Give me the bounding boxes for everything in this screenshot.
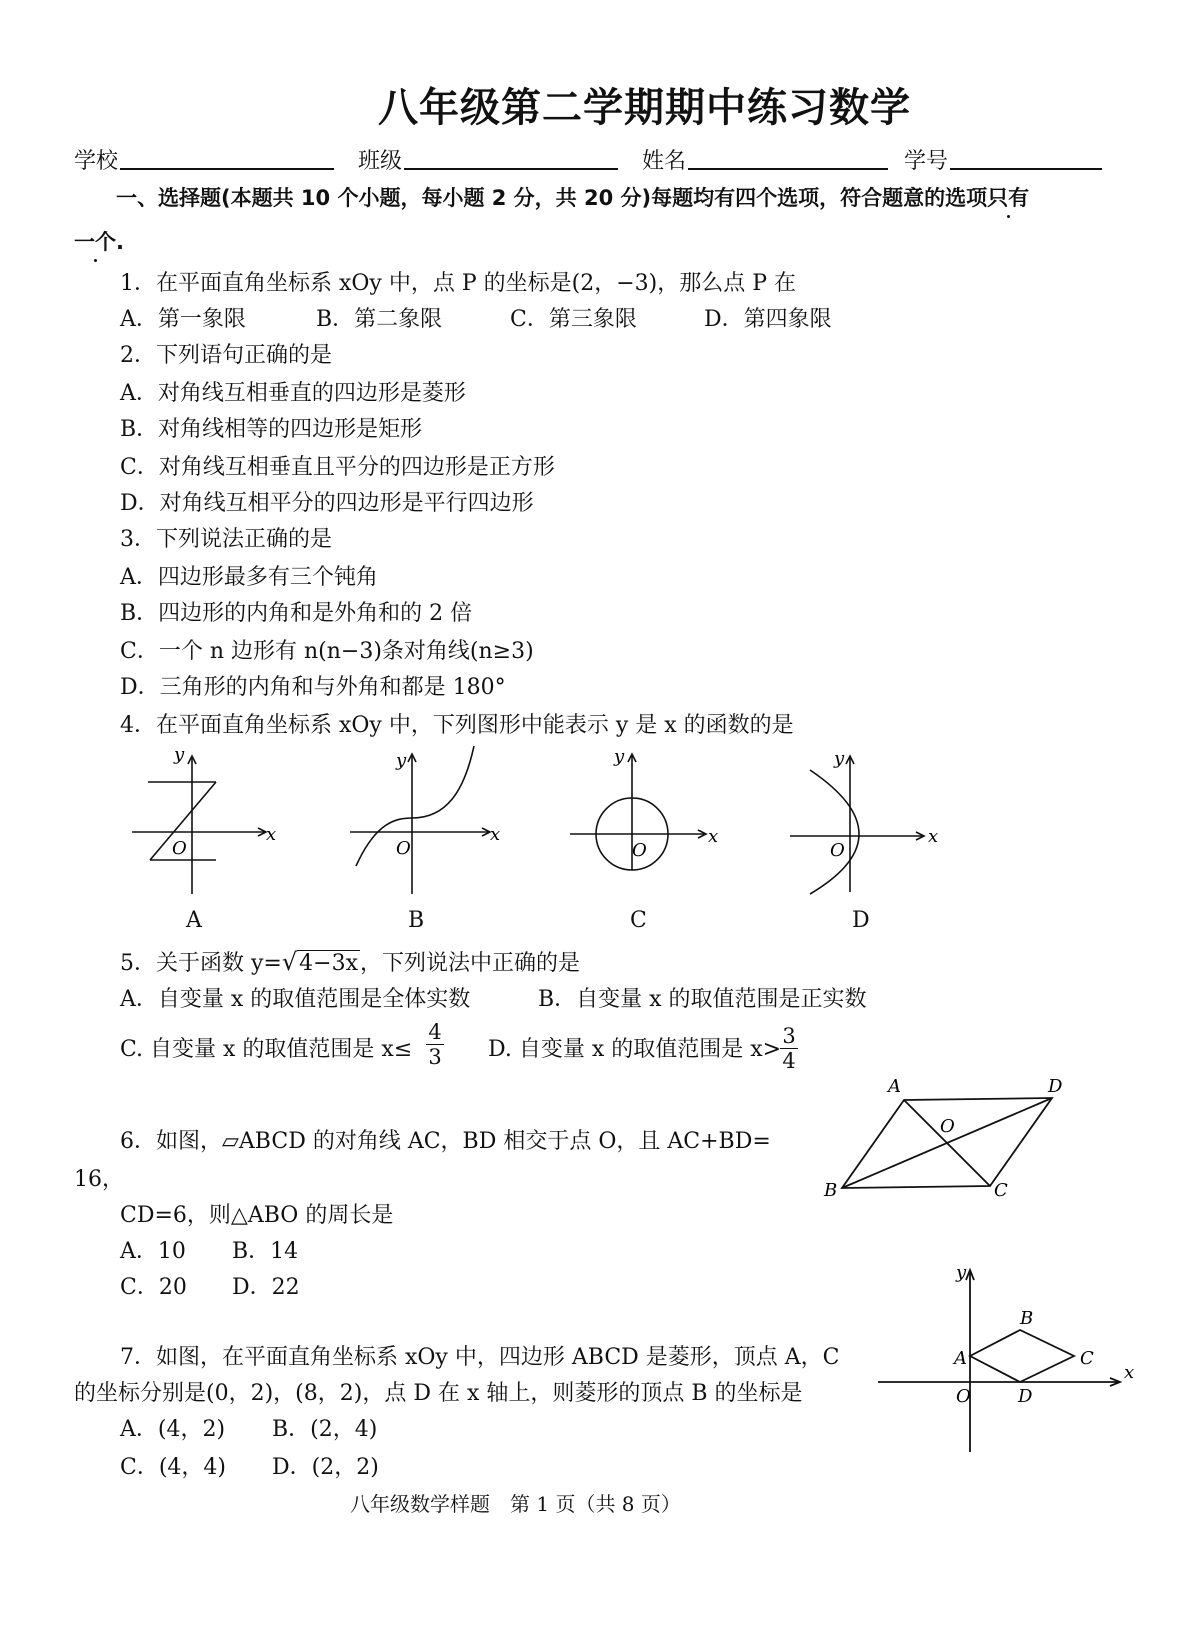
q6-option-a[interactable]: A．10 bbox=[120, 1239, 186, 1264]
q4-label-b: B bbox=[408, 908, 425, 933]
q4d-origin: O bbox=[830, 840, 845, 861]
q7-axis-x: x bbox=[1124, 1362, 1134, 1383]
q5-stem: 5．关于函数 y=√4−3x，下列说法中正确的是 bbox=[120, 948, 581, 976]
q4c-axis-x: x bbox=[708, 826, 719, 847]
q7-option-a[interactable]: A．(4，2) bbox=[120, 1417, 226, 1442]
q2-option-c[interactable]: C．对角线互相垂直且平分的四边形是正方形 bbox=[120, 455, 555, 480]
q4d-axis-x: x bbox=[928, 826, 939, 847]
q7-label-D: D bbox=[1018, 1386, 1033, 1407]
q7-figure bbox=[874, 1262, 1134, 1458]
q7-label-B: B bbox=[1020, 1308, 1034, 1329]
page-footer: 八年级数学样题 第 1 页（共 8 页） bbox=[350, 1492, 681, 1516]
page-title: 八年级第二学期期中练习数学 bbox=[378, 85, 911, 131]
name-label: 姓名 bbox=[642, 149, 687, 174]
q5-option-b[interactable]: B．自变量 x 的取值范围是正实数 bbox=[538, 987, 867, 1012]
q4a-origin: O bbox=[172, 838, 187, 859]
q2-option-a[interactable]: A．对角线互相垂直的四边形是菱形 bbox=[120, 381, 466, 406]
q1-option-d[interactable]: D．第四象限 bbox=[704, 307, 832, 332]
q5-option-a[interactable]: A．自变量 x 的取值范围是全体实数 bbox=[120, 987, 471, 1012]
q3-option-a[interactable]: A．四边形最多有三个钝角 bbox=[120, 565, 378, 590]
q4-label-d: D bbox=[852, 908, 870, 933]
q6-option-c[interactable]: C．20 bbox=[120, 1275, 187, 1300]
q7-option-c[interactable]: C．(4，4) bbox=[120, 1455, 226, 1480]
q4c-origin: O bbox=[632, 840, 647, 861]
q6-figure bbox=[812, 1070, 1080, 1200]
q3-option-b[interactable]: B．四边形的内角和是外角和的 2 倍 bbox=[120, 601, 473, 626]
q7-stem-line2: 的坐标分别是(0，2)，(8，2)，点 D 在 x 轴上，则菱形的顶点 B 的坐标是 bbox=[74, 1381, 803, 1406]
q7-label-A: A bbox=[954, 1348, 967, 1369]
q6-label-B: B bbox=[824, 1180, 838, 1200]
q3-stem: 3．下列说法正确的是 bbox=[120, 527, 332, 552]
q4a-axis-x: x bbox=[266, 824, 277, 845]
q5-option-c[interactable]: C. 自变量 x 的取值范围是 x≤ bbox=[120, 1037, 413, 1062]
name-field[interactable] bbox=[688, 168, 888, 170]
q4b-origin: O bbox=[396, 838, 411, 859]
class-field[interactable] bbox=[404, 168, 618, 170]
section-heading-cont: 一个. bbox=[74, 226, 124, 256]
q4-graph-b[interactable] bbox=[346, 742, 506, 902]
q4-graph-a[interactable] bbox=[128, 742, 288, 902]
q1-option-a[interactable]: A．第一象限 bbox=[120, 307, 246, 332]
q6-label-C: C bbox=[994, 1180, 1008, 1200]
sqrt-sign: √ bbox=[281, 948, 298, 976]
emphasis-only: 只有 bbox=[987, 182, 1029, 212]
q4d-axis-y: y bbox=[834, 748, 845, 769]
q4c-axis-y: y bbox=[614, 746, 625, 767]
section-heading: 一、选择题(本题共 10 个小题，每小题 2 分，共 20 分)每题均有四个选项，符合题意的选项只有 bbox=[116, 182, 1029, 212]
q4-graph-c[interactable] bbox=[566, 742, 726, 902]
q7-option-b[interactable]: B．(2，4) bbox=[272, 1417, 378, 1442]
q6-stem-line1: 6．如图，▱ABCD 的对角线 AC，BD 相交于点 O，且 AC+BD= bbox=[120, 1129, 771, 1154]
q2-stem: 2．下列语句正确的是 bbox=[120, 343, 332, 368]
q6-label-A: A bbox=[888, 1076, 901, 1097]
q7-option-d[interactable]: D．(2，2) bbox=[272, 1455, 379, 1480]
q2-option-b[interactable]: B．对角线相等的四边形是矩形 bbox=[120, 417, 423, 442]
q4b-axis-x: x bbox=[490, 824, 501, 845]
q5-option-d[interactable]: D. 自变量 x 的取值范围是 x> bbox=[488, 1037, 782, 1062]
q4b-axis-y: y bbox=[396, 750, 407, 771]
q1-option-c[interactable]: C．第三象限 bbox=[510, 307, 637, 332]
q3-option-d[interactable]: D．三角形的内角和与外角和都是 180° bbox=[120, 675, 506, 700]
number-field[interactable] bbox=[950, 168, 1102, 170]
q5-d-fraction: 3 4 bbox=[780, 1024, 798, 1073]
q2-option-d[interactable]: D．对角线互相平分的四边形是平行四边形 bbox=[120, 491, 534, 516]
q4-stem: 4．在平面直角坐标系 xOy 中，下列图形中能表示 y 是 x 的函数的是 bbox=[120, 713, 794, 738]
radicand: 4−3x bbox=[299, 951, 358, 976]
class-label: 班级 bbox=[358, 149, 403, 174]
q6-label-O: O bbox=[940, 1116, 955, 1137]
q4-label-c: C bbox=[630, 908, 647, 933]
q6-option-d[interactable]: D．22 bbox=[232, 1275, 300, 1300]
q1-option-b[interactable]: B．第二象限 bbox=[316, 307, 443, 332]
q3-option-c[interactable]: C．一个 n 边形有 n(n−3)条对角线(n≥3) bbox=[120, 639, 534, 664]
school-label: 学校 bbox=[74, 149, 119, 174]
q7-label-O: O bbox=[956, 1386, 971, 1407]
q5-c-fraction: 4 3 bbox=[426, 1020, 444, 1069]
q6-option-b[interactable]: B．14 bbox=[232, 1239, 299, 1264]
number-label: 学号 bbox=[904, 149, 949, 174]
q4-label-a: A bbox=[186, 908, 202, 933]
emphasis-one: 一个 bbox=[74, 226, 116, 256]
q4-graph-d[interactable] bbox=[786, 742, 946, 902]
q7-axis-y: y bbox=[956, 1262, 967, 1283]
q6-stem-line3: CD=6，则△ABO 的周长是 bbox=[120, 1203, 394, 1228]
school-field[interactable] bbox=[120, 168, 334, 170]
q1-stem: 1．在平面直角坐标系 xOy 中，点 P 的坐标是(2，−3)，那么点 P 在 bbox=[120, 271, 797, 296]
q4a-axis-y: y bbox=[174, 744, 185, 765]
q7-label-C: C bbox=[1080, 1348, 1094, 1369]
q6-stem-line2: 16， bbox=[74, 1167, 124, 1192]
q6-label-D: D bbox=[1048, 1076, 1063, 1097]
q7-stem-line1: 7．如图，在平面直角坐标系 xOy 中，四边形 ABCD 是菱形，顶点 A，C bbox=[120, 1345, 840, 1370]
